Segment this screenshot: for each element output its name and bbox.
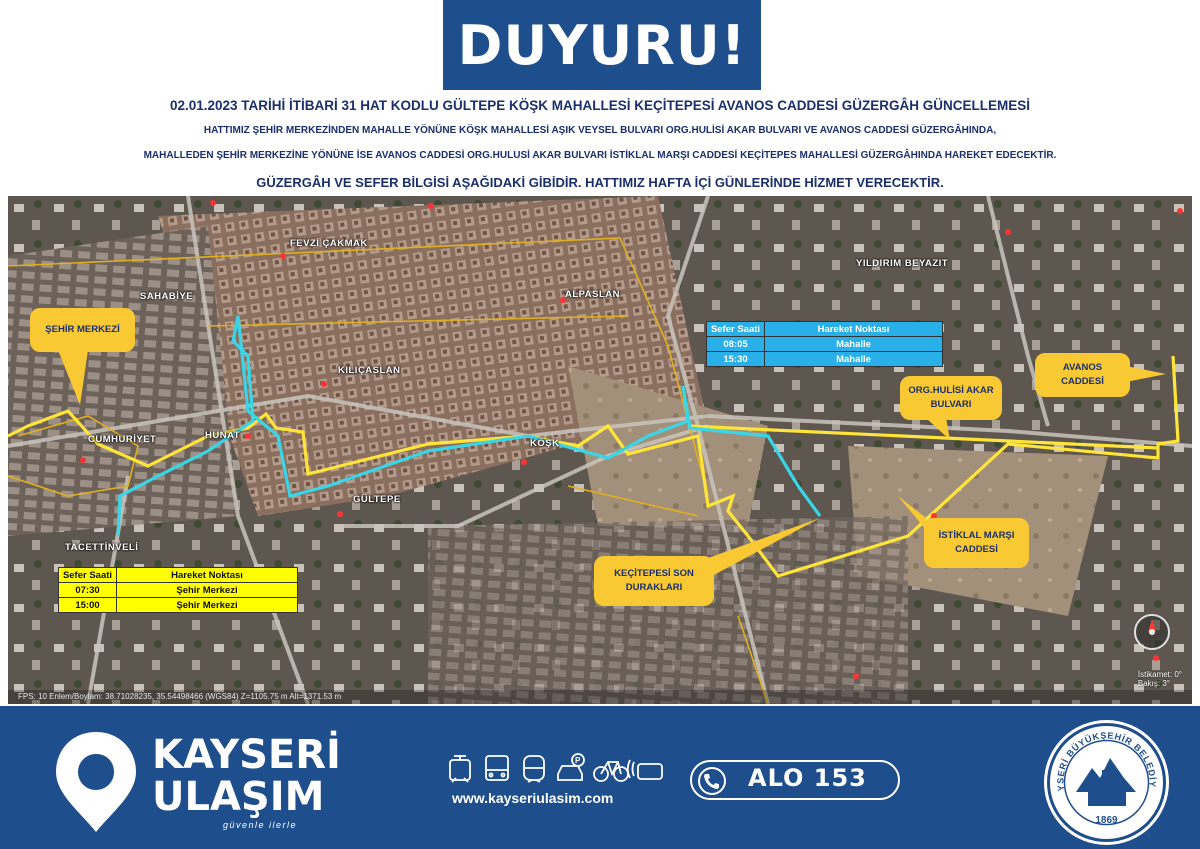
phone-number: ALO 153 <box>748 764 867 792</box>
label-fevzi-cakmak: FEVZİ ÇAKMAK <box>290 238 368 249</box>
schedule-note: GÜZERGÂH VE SEFER BİLGİSİ AŞAĞIDAKİ GİBİDİR. HATTIMIZ HAFTA İÇİ GÜNLERİNDE HİZMET VERECEKTİR. <box>256 175 944 190</box>
label-alpaslan: ALPASLAN <box>565 289 621 300</box>
label-yildirim-beyazit: YILDIRIM BEYAZIT <box>856 258 949 269</box>
col-header: Hareket Noktası <box>117 568 298 583</box>
schedule-table-to-center <box>58 567 298 613</box>
transport-icons <box>446 752 668 786</box>
card-icon <box>628 760 662 779</box>
table-row <box>59 598 298 613</box>
municipality-seal <box>1044 720 1169 845</box>
route-description-outbound: HATTIMIZ ŞEHİR MERKEZİNDEN MAHALLE YÖNÜNE KÖŞK MAHALLESİ AŞIK VEYSEL BULVARI ORG.HULİSİ AKAR BULVARI VE AVANOS CADDESİ GÜZERGÂHINDA, <box>203 125 997 136</box>
footer <box>0 706 1200 849</box>
metro-bus-icon <box>524 756 544 782</box>
brand-slogan: güvenle ilerle <box>223 820 298 830</box>
label-hunat: HUNAT <box>205 430 241 441</box>
seal-text: YSERİ BÜYÜKŞEHİR BELEDİY <box>1055 730 1158 792</box>
label-gultepe: GÜLTEPE <box>353 494 401 505</box>
map-orientation-readout: İstikamet: 0° Bakış: 3° <box>1137 670 1182 688</box>
website-link[interactable]: www.kayseriulasim.com <box>452 790 614 806</box>
label-kosk: KÖŞK <box>530 438 560 449</box>
label-cumhuriyet: CUMHURİYET <box>88 434 157 445</box>
headline: 02.01.2023 TARİHİ İTİBARİ 31 HAT KODLU GÜLTEPE KÖŞK MAHALLESİ KEÇİTEPESİ AVANOS CADDESİ GÜZERGÂH GÜNCELLEMESİ <box>169 98 1031 113</box>
compass-icon[interactable] <box>1134 614 1170 650</box>
cell-time: 15:30 <box>707 352 765 367</box>
callout-avanos: AVANOS CADDESİ <box>1035 353 1130 397</box>
cell-origin: Mahalle <box>765 352 943 367</box>
callout-kecitepesi: KEÇİTEPESİ SON DURAKLARI <box>594 556 714 606</box>
callout-pointer-avanos <box>1126 366 1166 386</box>
map-status-bar: FPS: 10 Enlem/Boylam: 38.71028235, 35.54498466 (WGS84) Z=1105.75 m Alt=1371.53 m <box>8 690 1192 704</box>
cell-time: 08:05 <box>707 337 765 352</box>
location-pin-logo-icon <box>50 728 142 836</box>
col-header: Sefer Saati <box>707 322 765 337</box>
callout-pointer-kecitepesi <box>708 518 828 578</box>
route-description-inbound: MAHALLEDEN ŞEHİR MERKEZİNE YÖNÜNE İSE AVANOS CADDESİ ORG.HULUSİ AKAR BULVARI İSTİKLAL MARŞI CADDESİ KEÇİTEPES MAHALLESİ GÜZERGÂHINDA HAREKET EDECEKTİR. <box>143 150 1057 161</box>
callout-pointer-org-hulisi <box>926 418 956 442</box>
label-sahabiye: SAHABİYE <box>140 291 194 302</box>
cell-origin: Mahalle <box>765 337 943 352</box>
parking-icon <box>558 754 584 780</box>
label-tacettinveli: TACETTİNVELİ <box>65 542 139 553</box>
callout-org-hulisi: ORG.HULİSİ AKAR BULVARI <box>900 376 1002 420</box>
brand-name-line2: ULAŞIM <box>152 774 325 820</box>
callout-pointer-sehir-merkezi <box>58 350 98 410</box>
cell-time: 15:00 <box>59 598 117 613</box>
table-row <box>707 352 943 367</box>
tram-icon <box>450 756 470 782</box>
bicycle-icon <box>594 762 628 781</box>
phone-icon <box>697 766 727 796</box>
bus-icon <box>486 756 508 780</box>
route-map[interactable] <box>8 196 1192 704</box>
label-kilicaslan: KILIÇASLAN <box>338 365 401 376</box>
cell-time: 07:30 <box>59 583 117 598</box>
announcement-title: DUYURU! <box>443 0 761 90</box>
schedule-table-to-mahalle <box>706 321 943 367</box>
col-header: Sefer Saati <box>59 568 117 583</box>
callout-pointer-istiklal <box>898 496 928 532</box>
cell-origin: Şehir Merkezi <box>117 583 298 598</box>
svg-text:P: P <box>575 756 581 765</box>
cell-origin: Şehir Merkezi <box>117 598 298 613</box>
callout-sehir-merkezi: ŞEHİR MERKEZİ <box>30 308 135 352</box>
table-row <box>707 337 943 352</box>
brand-name-line1: KAYSERİ <box>152 732 341 778</box>
col-header: Hareket Noktası <box>765 322 943 337</box>
callout-istiklal: İSTİKLAL MARŞI CADDESİ <box>924 518 1029 568</box>
map-imagery <box>8 196 1192 704</box>
seal-year: 1869 <box>1095 815 1118 826</box>
table-row <box>59 583 298 598</box>
